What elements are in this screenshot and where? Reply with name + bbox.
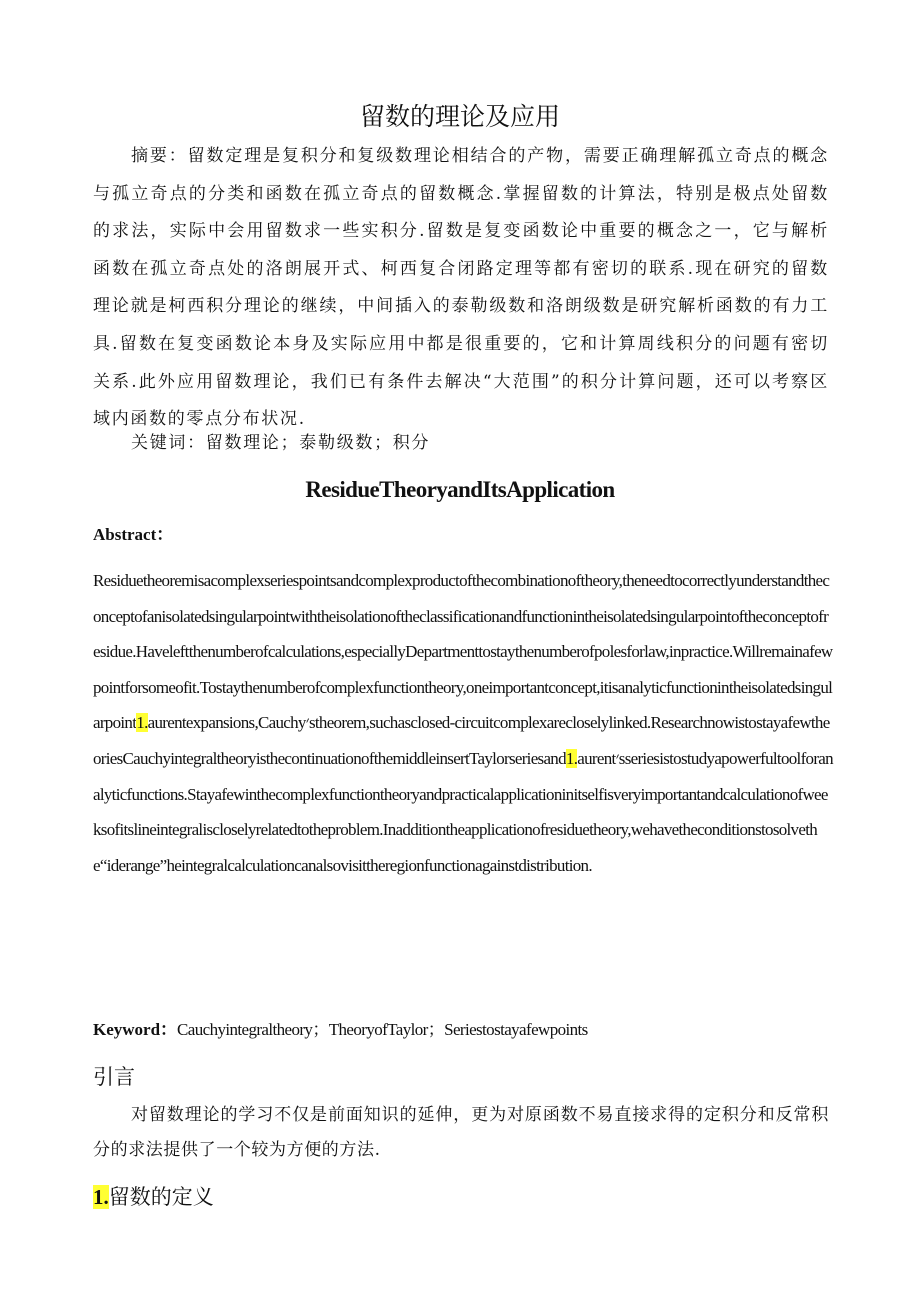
english-abstract-part-2: aurentexpansions,Cauchy׳stheorem,suchasclosed-circuitcomplexarecloselylinked.ResearchnowistostayafewtheoriesCauchyintegraltheoryisthecontinuationofthemiddleinsertTaylorseriesand [93, 713, 830, 768]
english-abstract-part-1: Residuetheoremisacomplexseriespointsandcomplexproductofthecombinationoftheory,theneedtocorrectlyunderstandtheconceptofanisolatedsingularpointwiththeisolationoftheclassificationandfunctionintheisolatedsingularpointoftheconceptofresidue.Haveleftthenumberofcalculations,especiallyDepartmenttostaythenumberofpolesforlaw,inpractice.Willremainafewpointforsomeofit.Tostaythenumberofcomplexfunctiontheory,oneimportantconcept,itisanalyticfunctionintheisolatedsingularpoint [93, 571, 833, 733]
english-abstract [93, 563, 833, 883]
english-keywords-text: Cauchyintegraltheory；TheoryofTaylor；Seriestostayafewpoints [177, 1020, 588, 1039]
chinese-abstract: 摘要：留数定理是复积分和复级数理论相结合的产物，需要正确理解孤立奇点的概念与孤立奇点的分类和函数在孤立奇点的留数概念.掌握留数的计算法，特别是极点处留数的求法，实际中会用留数求一些实积分.留数是复变函数论中重要的概念之一，它与解析函数在孤立奇点处的洛朗展开式、柯西复合闭路定理等都有密切的联系.现在研究的留数理论就是柯西积分理论的继续，中间插入的泰勒级数和洛朗级数是研究解析函数的有力工具.留数在复变函数论本身及实际应用中都是很重要的，它和计算周线积分的问题有密切关系.此外应用留数理论，我们已有条件去解决“大范围”的积分计算问题，还可以考察区域内函数的零点分布状况. [93, 146, 829, 430]
highlight-mark-1: 1. [136, 713, 148, 733]
english-keywords [93, 1016, 588, 1044]
english-keywords-label: Keyword： [93, 1020, 178, 1039]
section-1-number: 1. [93, 1185, 109, 1209]
english-title: ResidueTheoryandItsApplication [305, 477, 615, 502]
chinese-title: 留数的理论及应用 [359, 102, 560, 131]
highlight-mark-2: 1. [565, 748, 578, 768]
intro-heading: 引言 [93, 1065, 135, 1089]
chinese-keywords: 关键词：留数理论；泰勒级数；积分 [131, 433, 431, 453]
section-1-title: 留数的定义 [108, 1185, 214, 1209]
section-1-heading [93, 1180, 214, 1214]
intro-paragraph: 对留数理论的学习不仅是前面知识的延伸，更为对原函数不易直接求得的定积分和反常积分的求法提供了一个较为方便的方法. [93, 1105, 829, 1160]
english-abstract-part-3: aurent׳sseriesistostudyapowerfultoolforanalyticfunctions.Stayafewinthecomplexfunctiontheoryandpracticalapplicationinitselfisveryimportantandcalculationofweeksofitslineintegraliscloselyrelatedtotheproblem.Inadditiontheapplicationofresiduetheory,wehavetheconditionstosolvethe“iderange”heintegralcalculationcanalsovisittheregionfunctionagainstdistribution. [93, 748, 833, 875]
english-abstract-label: Abstract： [93, 525, 174, 544]
